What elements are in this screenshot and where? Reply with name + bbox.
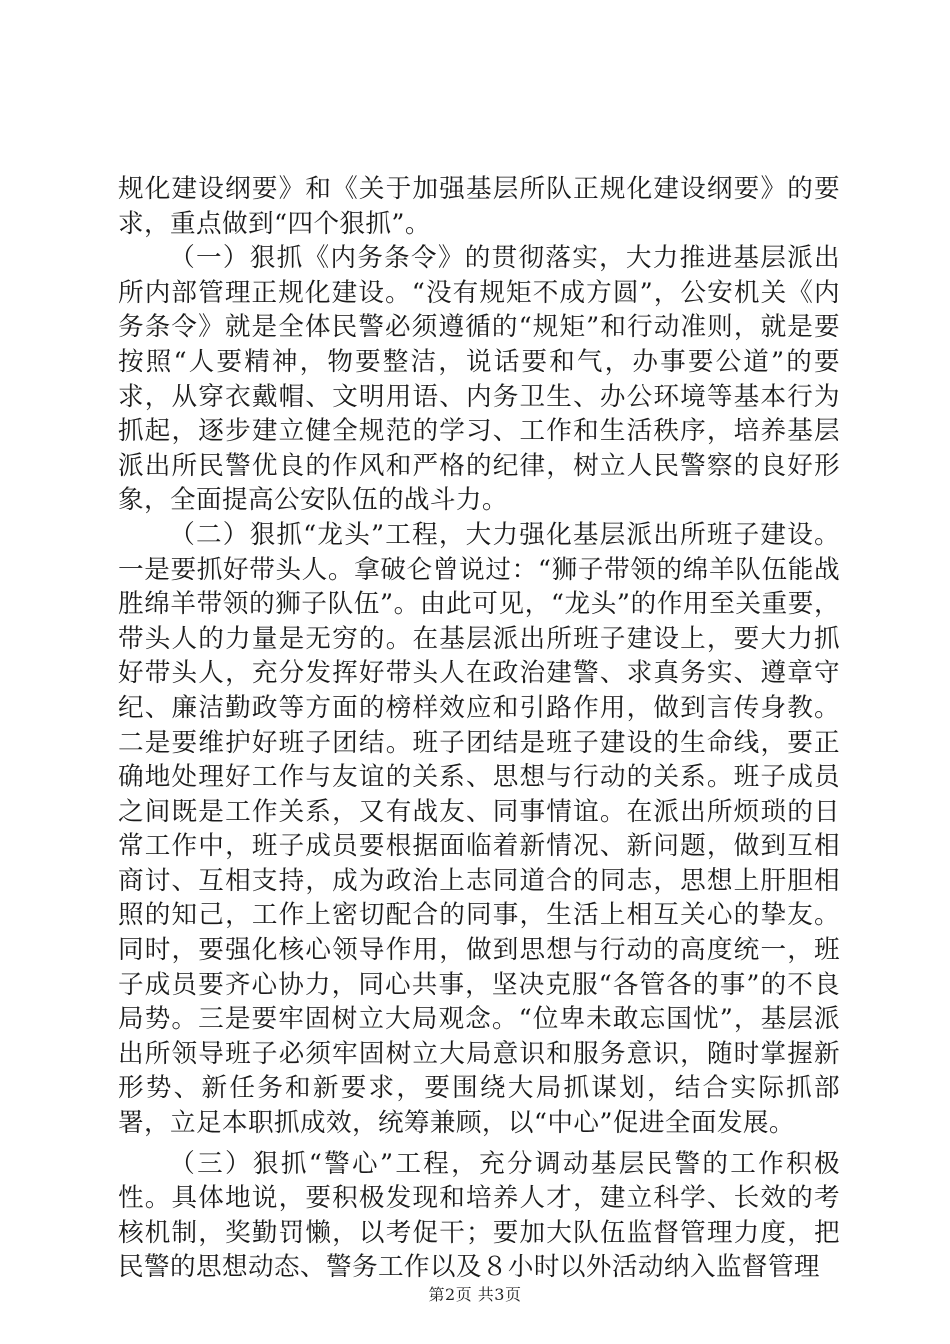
paragraph-section-3: （三）狠抓“警心”工程，充分调动基层民警的工作积极性。具体地说，要积极发现和培养人才，建立科学、长效的考核机制，奖勤罚懒，以考促干；要加大队伍监督管理力度，把民警的思想动态、警务工作以及８小时以外活动纳入监督管理 [118,1148,840,1283]
document-body [118,172,840,1285]
page-footer: 第2页 共3页 [428,1285,522,1304]
paragraph-continuation: 规化建设纲要》和《关于加强基层所队正规化建设纲要》的要求，重点做到“四个狠抓”。 [118,174,840,239]
paragraph-section-1: （一）狠抓《内务条令》的贯彻落实，大力推进基层派出所内部管理正规化建设。“没有规矩不成方圆”，公安机关《内务条令》就是全体民警必须遵循的“规矩”和行动准则，就是要按照“人要精神，物要整洁，说话要和气，办事要公道”的要求，从穿衣戴帽、文明用语、内务卫生、办公环境等基本行为抓起，逐步建立健全规范的学习、工作和生活秩序，培养基层派出所民警优良的作风和严格的纪律，树立人民警察的良好形象，全面提高公安队伍的战斗力。 [118,243,840,516]
paragraph-section-2: （二）狠抓“龙头”工程，大力强化基层派出所班子建设。一是要抓好带头人。拿破仑曾说过：“狮子带领的绵羊队伍能战胜绵羊带领的狮子队伍”。由此可见，“龙头”的作用至关重要，带头人的力量是无穷的。在基层派出所班子建设上，要大力抓好带头人，充分发挥好带头人在政治建警、求真务实、遵章守纪、廉洁勤政等方面的榜样效应和引路作用，做到言传身教。二是要维护好班子团结。班子团结是班子建设的生命线，要正确地处理好工作与友谊的关系、思想与行动的关系。班子成员之间既是工作关系，又有战友、同事情谊。在派出所烦琐的日常工作中，班子成员要根据面临着新情况、新问题，做到互相商讨、互相支持，成为政治上志同道合的同志，思想上肝胆相照的知己，工作上密切配合的同事，生活上相互关心的挚友。同时，要强化核心领导作用，做到思想与行动的高度统一，班子成员要齐心协力，同心共事，坚决克服“各管各的事”的不良局势。三是要牢固树立大局观念。“位卑未敢忘国忧”，基层派出所领导班子必须牢固树立大局意识和服务意识，随时掌握新形势、新任务和新要求，要围绕大局抓谋划，结合实际抓部署，立足本职抓成效，统筹兼顾，以“中心”促进全面发展。 [118,519,840,1139]
